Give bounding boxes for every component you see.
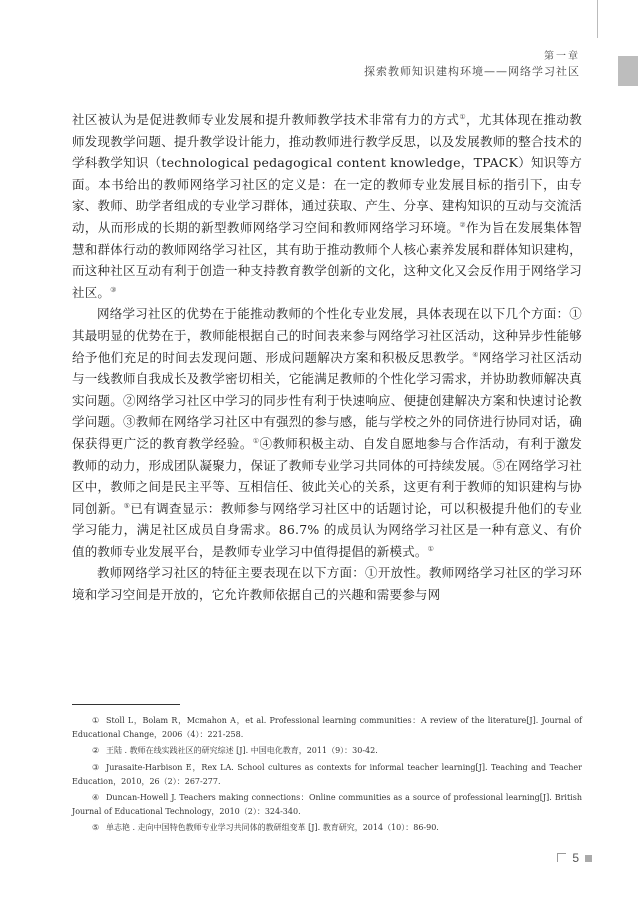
- body-text: [72, 109, 582, 606]
- footnote-ref: ①: [427, 544, 435, 553]
- footnote-number: ④: [92, 793, 100, 803]
- footnote-number: ②: [92, 746, 100, 756]
- footnotes: [72, 714, 582, 838]
- text-run: ④教师积极主动、自发自愿地参与合作活动，有利于激发教师的动力，形成团队凝聚力，保证了教师专业学习共同体的可持续发展。⑤在网络学习社区中，教师之间是民主平等、互相信任、彼此关心的关系，这更有利于教师的知识建构与协同创新。: [72, 435, 582, 516]
- text-run: 社区被认为是促进教师专业发展和提升教师教学技术非常有力的方式: [72, 112, 460, 127]
- text-run: ，尤其体现在推动教师发现教学问题、提升教学设计能力，推动教师进行教学反思，以及发展教师的整合技术的学科教学知识（technological pedagogical content knowledge，TPACK）知识等方面。本书给出的教师网络学习社区的定义是：在一定的教师专业发展目标的指引下，由专家、教师、助学者组成的专业学习群体，通过获取、产生、分享、建构知识的互动与交流活动，从而形成的长期的新型教师网络学习空间和教师网络学习环境。: [72, 112, 582, 235]
- footnote-divider: [72, 704, 180, 705]
- footnote: [72, 761, 582, 789]
- footnote-number: ①: [92, 716, 100, 725]
- footnote: [72, 791, 582, 819]
- footnote-ref: ③: [110, 285, 117, 294]
- footnote-ref: ②: [459, 220, 466, 229]
- page-number: 5: [572, 851, 579, 865]
- paragraph-3: 教师网络学习社区的特征主要表现在以下方面：①开放性。教师网络学习社区的学习环境和学习空间是开放的，它允许教师依据自己的兴趣和需要参与网: [72, 565, 582, 603]
- footnote-ref: ①: [459, 112, 466, 121]
- footnote-ref: ①: [252, 436, 260, 445]
- text-run: 作为旨在发展集体智慧和群体行动的教师网络学习社区，其有助于推动教师个人核心素养发展和群体知识建构，而这种社区互动有利于创造一种支持教育教学创新的文化，这种文化又会反作用于网络学习社区。: [72, 219, 582, 300]
- footnote-number: ⑤: [92, 823, 100, 833]
- footnote-text: 王陆 . 教师在线实践社区的研究综述 [J]. 中国电化教育，2011（9）：30-42.: [106, 746, 378, 756]
- footnote-number: ③: [92, 762, 100, 772]
- footnote-text: Duncan-Howell J. Teachers making connections：Online communities as a source of professional learning[J]. British Journal of Educational Technology，2010（2）：324-340.: [72, 793, 582, 817]
- footnote-text: 单志艳 . 走向中国特色教师专业学习共同体的教研组变革 [J]. 教育研究，2014（10）：86-90.: [106, 823, 439, 833]
- chapter-label: 第一章: [544, 51, 580, 62]
- footnote: [72, 744, 582, 758]
- chapter-side-tab: [618, 56, 638, 86]
- corner-mark-icon: [557, 853, 566, 862]
- paragraph-2: [72, 303, 582, 562]
- paragraph-1: [72, 109, 582, 303]
- running-header: [364, 50, 580, 80]
- footnote: [72, 714, 582, 742]
- page-edge-line: [597, 0, 598, 38]
- footnote-text: Jurasaite-Harbison E，Rex LA. School cultures as contexts for informal teacher learning[J]. Teaching and Teacher Education，2010，26（2）：267-277.: [72, 762, 582, 786]
- page-footer: [557, 851, 592, 865]
- text-run: 网络学习社区活动与一线教师自我成长及教学密切相关，它能满足教师的个性化学习需求，并协助教师解决真实问题。②网络学习社区中学习的同步性有利于快速响应、便捷创建解决方案和快速讨论教学问题。③教师在网络学习社区中有强烈的参与感，能与学校之外的同侪进行协同对话，确保获得更广泛的教育教学经验。: [72, 349, 582, 451]
- text-run: 已有调查显示：教师参与网络学习社区中的话题讨论，可以积极提升他们的专业学习能力，满足社区成员自身需求。86.7% 的成员认为网络学习社区是一种有意义、有价值的教师专业发展平台，是教师专业学习中值得提倡的新模式。: [72, 500, 582, 559]
- footnote-ref: ④: [472, 350, 479, 359]
- footnote: [72, 821, 582, 835]
- footnote-text: Stoll L，Bolam R，Mcmahon A，et al. Professional learning communities：A review of the literature[J]. Journal of Educational Change，2006（4）：221-258.: [72, 716, 582, 740]
- square-mark-icon: [585, 855, 592, 862]
- text-run: 网络学习社区的优势在于能推动教师的个性化专业发展，具体表现在以下几个方面：①其最明显的优势在于，教师能根据自己的时间表来参与网络学习社区活动，这种异步性能够给予他们充足的时间去发现问题、形成问题解决方案和积极反思教学。: [72, 306, 582, 365]
- footnote-ref: ⑤: [123, 501, 131, 510]
- chapter-subtitle: 探索教师知识建构环境——网络学习社区: [364, 65, 580, 78]
